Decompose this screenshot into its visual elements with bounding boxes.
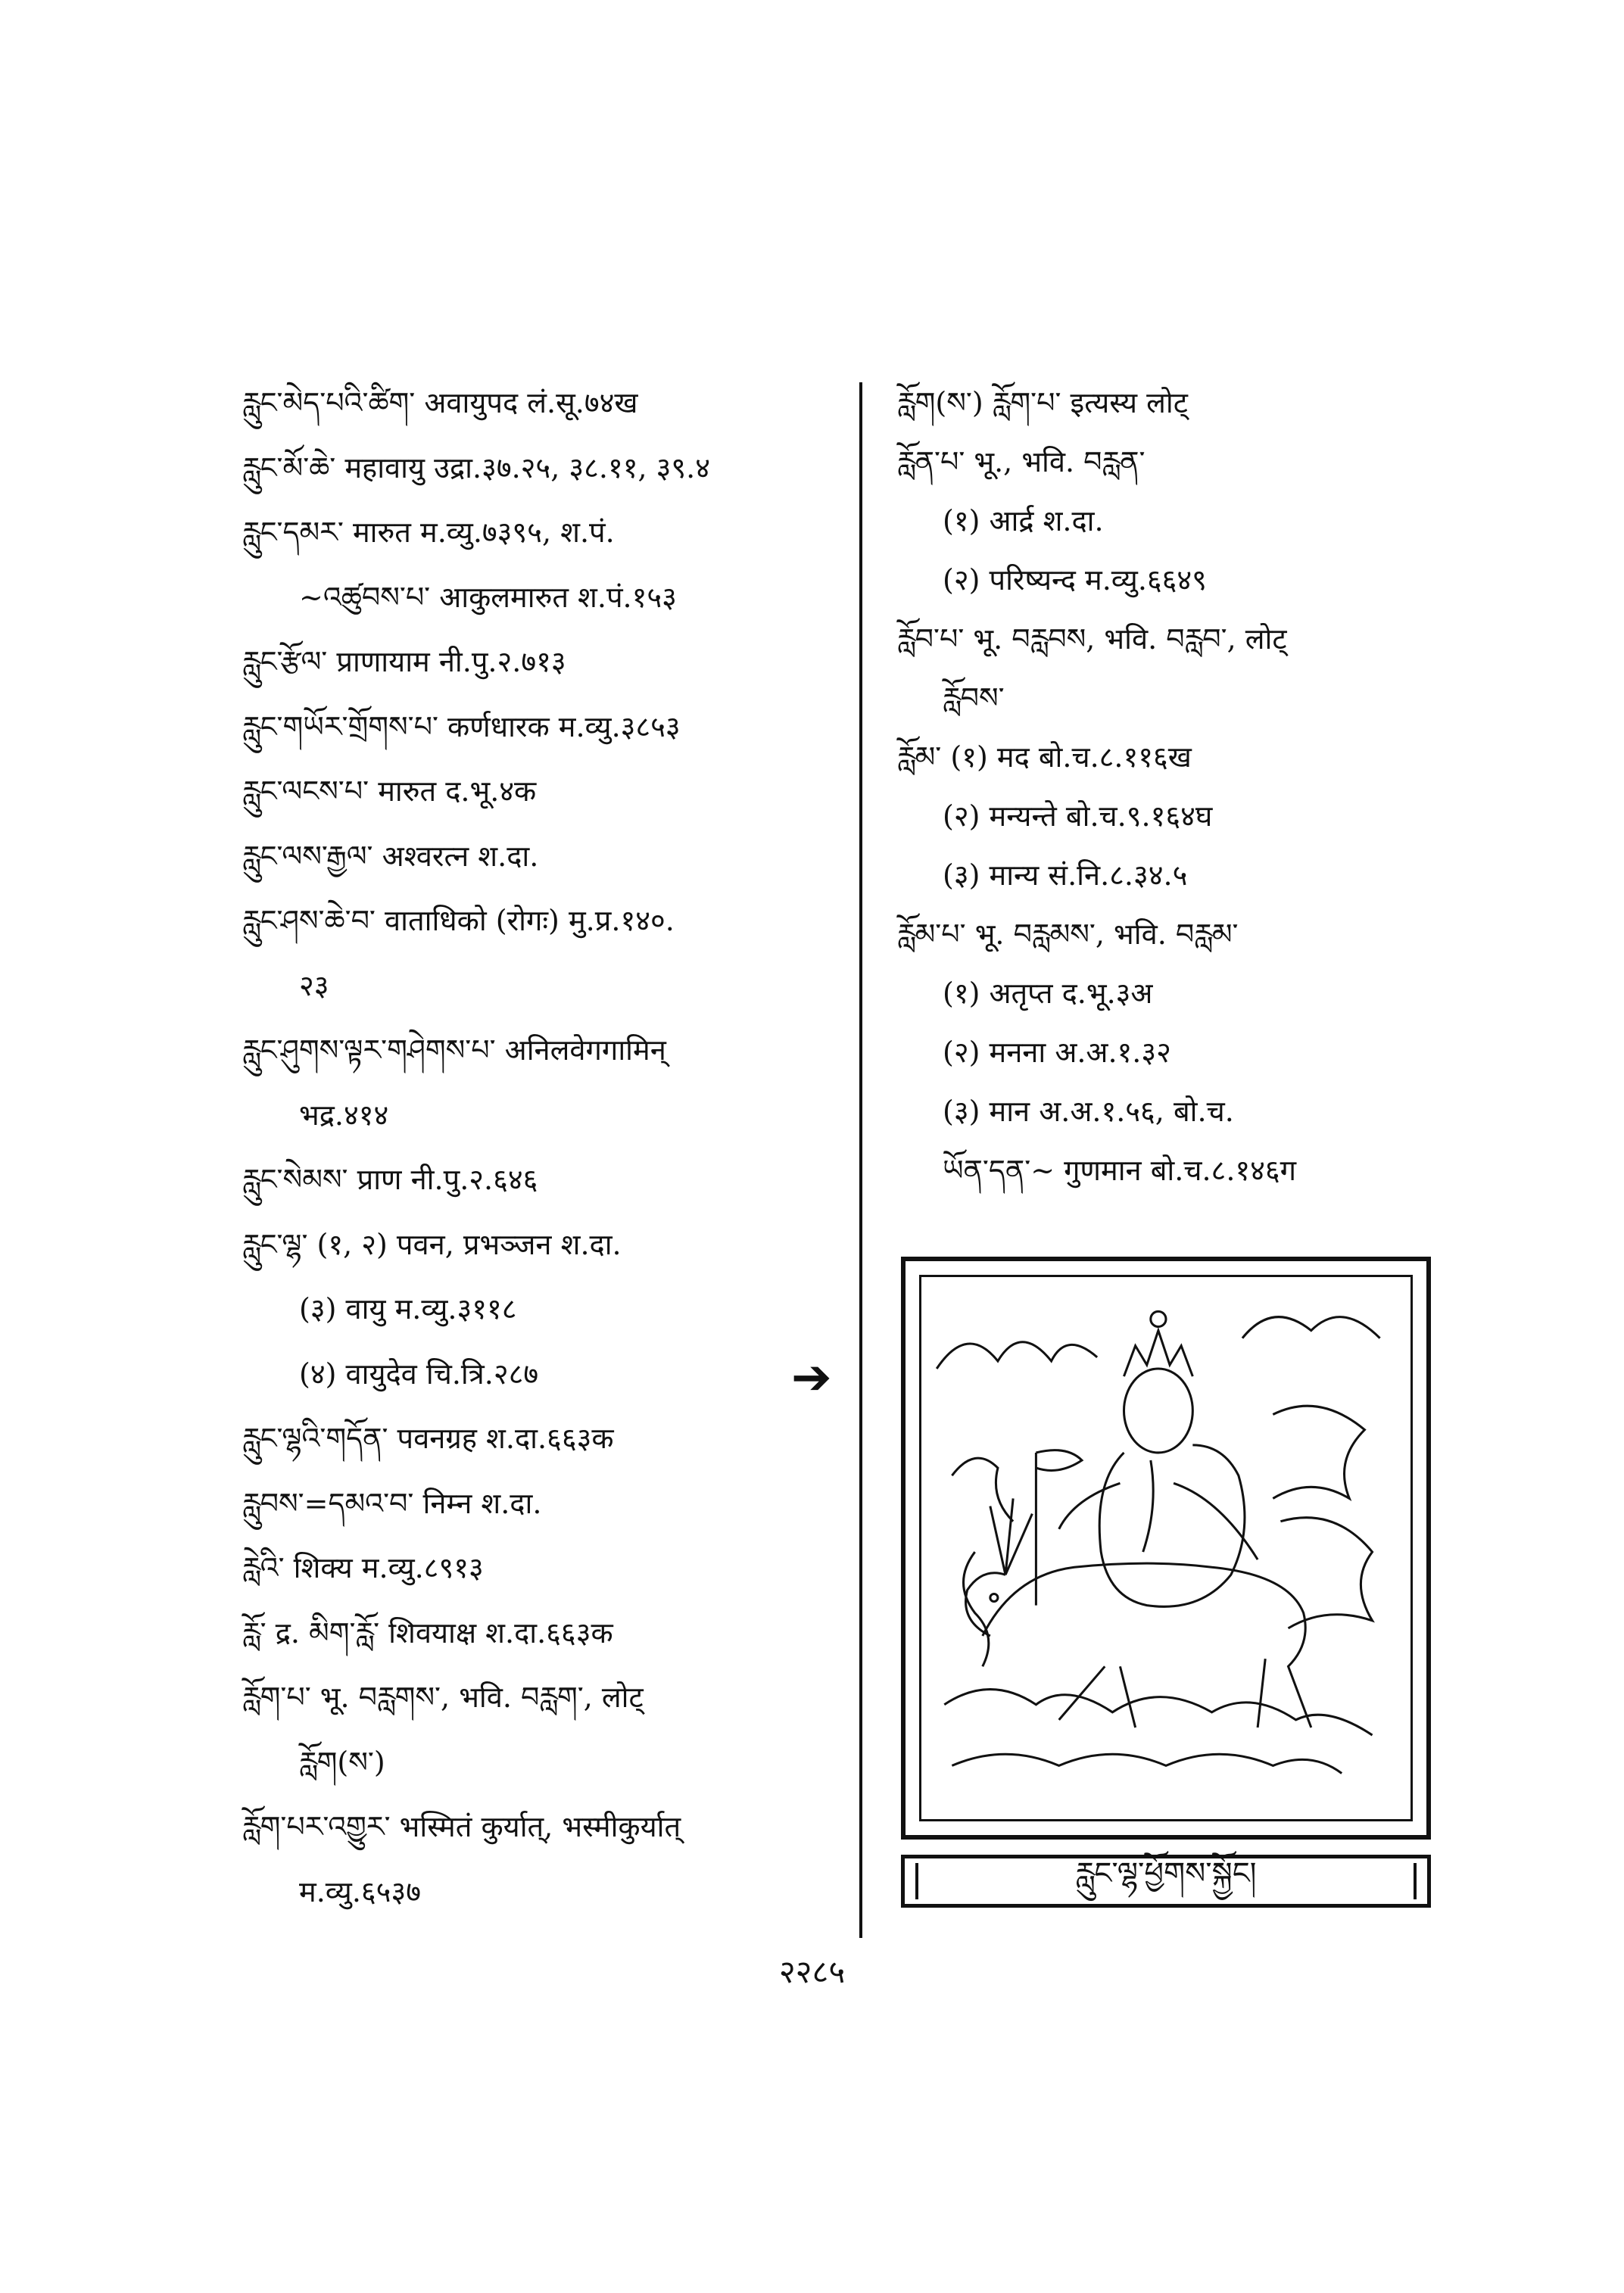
- column-divider: [859, 382, 862, 1938]
- dictionary-entry: (३) मान अ.अ.१.५६, बो.च.: [943, 1095, 1234, 1128]
- dictionary-entry: म.व्यु.६५३७: [299, 1874, 421, 1908]
- dictionary-entry: རླུང་གཡོར་གྲོགས་པ་ कर्णधारक म.व्यु.३८५३: [242, 709, 681, 743]
- page-number: २२८५: [778, 1953, 846, 1990]
- caption-text: རླུང་ལྷ་ཕྱོགས་སྐྱོང།: [1075, 1855, 1257, 1891]
- vayu-illustration: [901, 1257, 1431, 1840]
- dictionary-entry: རློབས་: [943, 681, 1005, 715]
- dictionary-entry: भद्र.४१४: [299, 1098, 389, 1132]
- dictionary-entry: རླུང་མེད་པའི་ཚིག་ अवायुपद लं.सू.७४ख: [242, 386, 638, 419]
- dictionary-entry: ~འཚུབས་པ་ आकुलमारुत श.पं.१५३: [299, 580, 677, 614]
- dictionary-entry: ཡོན་དན་~ गुणमान बो.च.८.१४६ग: [943, 1154, 1297, 1187]
- dictionary-entry: (२) मन्यन्ते बो.च.९.१६४घ: [943, 799, 1213, 833]
- illustration-frame: [919, 1275, 1413, 1821]
- dictionary-entry: (३) मान्य सं.नि.८.३४.५: [943, 858, 1188, 892]
- pointer-arrow-icon: ➔: [791, 1350, 832, 1406]
- dictionary-entry: རླུང་རྩོལ་ प्राणायाम नी.पु.२.७१३: [242, 645, 566, 678]
- dictionary-entry: རློན་པ་ भू., भवि. བརླན་: [897, 445, 1146, 478]
- dictionary-entry: २३: [299, 968, 329, 1002]
- deity-on-deer-drawing: [921, 1277, 1410, 1819]
- dictionary-entry: རླུང་ཤས་ཆེ་བ་ वाताधिको (रोगः) मु.प्र.१४०.: [242, 904, 675, 937]
- dictionary-entry: རློམ་པ་ भू. བརླམས་, भवि. བརླམ་: [897, 918, 1239, 951]
- dictionary-entry: རླུང་མོ་ཆེ་ महावायु उद्रा.३७.२५, ३८.११, ३९.४: [242, 450, 710, 484]
- dictionary-entry: རླུང་ལྷ་ (१, २) पवन, प्रभञ्जन श.दा.: [242, 1227, 622, 1261]
- dictionary-entry: (२) मनना अ.अ.१.३२: [943, 1036, 1171, 1069]
- dictionary-entry: རློག(ས་): [299, 1745, 385, 1779]
- dictionary-entry: (१) आर्द्र श.दा.: [943, 504, 1104, 537]
- dictionary-entry: རློག་པ་ भू. བརླགས་, भवि. བརླག་, लोट्: [242, 1681, 644, 1714]
- dictionary-entry: རློམ་ (१) मद बो.च.८.११६ख: [897, 740, 1192, 774]
- dictionary-entry: རླུང་ཤུགས་ལྟར་གཤེགས་པ་ अनिलवेगगामिन्: [242, 1033, 666, 1067]
- dictionary-entry: རློ་ द्र. མིག་རློ་ शिवयाक्ष श.दा.६६३क: [242, 1615, 613, 1650]
- dictionary-entry: རླུང་ལྷའི་གདོན་ पवनग्रह श.दा.६६३क: [242, 1422, 614, 1455]
- dictionary-entry: རློག(ས་) རློག་པ་ इत्यस्य लोट्: [897, 386, 1188, 419]
- dictionary-entry: (१) अतृप्त द.भू.३अ: [943, 977, 1153, 1010]
- dictionary-entry: རླུང་ལངས་པ་ मारुत द.भू.४क: [242, 774, 537, 808]
- dictionary-entry: རླུང་སེམས་ प्राण नी.पु.२.६४६: [242, 1163, 538, 1196]
- dictionary-entry: རླུང་ལས་རྒྱལ་ अश्वरत्न श.दा.: [242, 839, 539, 873]
- dictionary-entry: རླེའི་ शिक्य म.व्यु.८९१३: [242, 1551, 484, 1584]
- dictionary-entry: རློག་པར་འགྱུར་ भस्मितं कुर्यात्, भस्मीकुर्यात्: [242, 1810, 681, 1843]
- dictionary-entry: རླུབས་=དམའ་བ་ निम्न श.दा.: [242, 1486, 542, 1520]
- illustration-caption: [901, 1855, 1431, 1908]
- dictionary-entry: (४) वायुदेव चि.त्रि.२८७: [299, 1357, 539, 1391]
- dictionary-entry: རློབ་པ་ भू. བརླབས, भवि. བརླབ་, लोट्: [897, 622, 1287, 656]
- dictionary-entry: (३) वायु म.व्यु.३११८: [299, 1292, 517, 1326]
- dictionary-entry: (२) परिष्यन्द म.व्यु.६६४९: [943, 563, 1207, 597]
- dictionary-entry: རླུང་དམར་ मारुत म.व्यु.७३९५, श.पं.: [242, 516, 615, 549]
